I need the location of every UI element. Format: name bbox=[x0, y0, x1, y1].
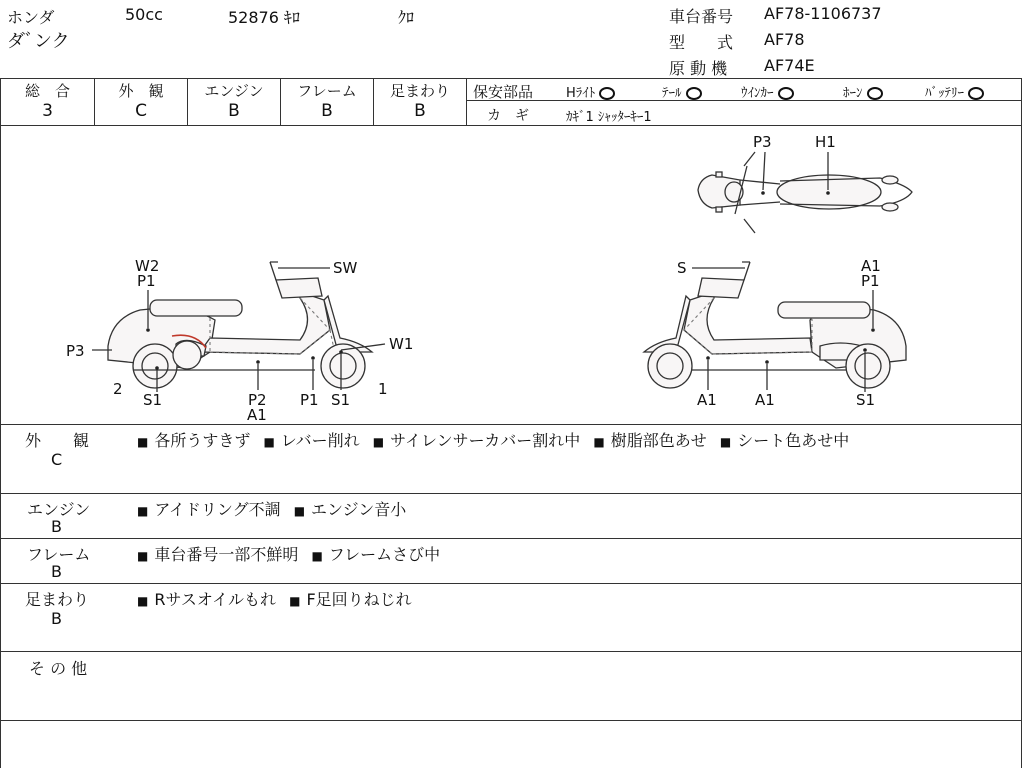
ok-circle-icon bbox=[968, 87, 984, 100]
engine-label: 原 動 機 bbox=[669, 59, 728, 78]
label-s1-front: S1 bbox=[331, 391, 351, 409]
label-sw: SW bbox=[333, 259, 358, 277]
comment-item: 各所うすきず bbox=[154, 431, 251, 450]
section-comments-engine bbox=[137, 497, 406, 520]
bullet-icon: ■ bbox=[311, 549, 323, 563]
safety-item-battery bbox=[925, 82, 984, 101]
safety-parts-title: 保安部品 bbox=[473, 83, 534, 101]
comment-item: 車台番号一部不鮮明 bbox=[154, 545, 299, 564]
section-grade-engine: B bbox=[51, 517, 62, 536]
grade-label-overall: 総 合 bbox=[24, 82, 70, 100]
label-a1-left: A1 bbox=[247, 406, 267, 424]
grade-value-overall: 3 bbox=[42, 101, 53, 121]
label-p1-bottom: P1 bbox=[300, 391, 319, 409]
key-value: ｶｷﾞ1 ｼｬｯﾀｰｷｰ1 bbox=[566, 110, 652, 125]
model-name: ダﾞンク bbox=[7, 31, 70, 52]
grade-label-exterior: 外 観 bbox=[118, 82, 164, 100]
label-a1-mid-right: A1 bbox=[755, 391, 775, 409]
label-s1-right: S1 bbox=[856, 391, 876, 409]
comment-item: フレームさび中 bbox=[328, 545, 441, 564]
bullet-icon: ■ bbox=[719, 435, 732, 449]
safety-item-label: ﾊﾞｯﾃﾘｰ bbox=[925, 86, 964, 101]
label-2: 2 bbox=[113, 380, 123, 398]
bullet-icon: ■ bbox=[293, 504, 306, 518]
comment-item: シート色あせ中 bbox=[737, 431, 850, 450]
engine-value: AF74E bbox=[764, 56, 815, 75]
frame-number-label: 車台番号 bbox=[669, 7, 734, 26]
label-p3-left: P3 bbox=[66, 342, 85, 360]
section-grade-frame: B bbox=[51, 562, 62, 581]
safety-item-tail bbox=[662, 82, 702, 101]
grade-value-engine: B bbox=[228, 101, 240, 121]
label-p2: P2 bbox=[248, 391, 267, 409]
section-label-exterior: 外 観 bbox=[25, 431, 90, 450]
ok-circle-icon bbox=[867, 87, 883, 100]
section-grade-suspension: B bbox=[51, 609, 62, 628]
comment-item: 樹脂部色あせ bbox=[610, 431, 707, 450]
label-p3-top: P3 bbox=[753, 133, 772, 151]
section-border bbox=[0, 583, 1022, 584]
section-border bbox=[0, 538, 1022, 539]
bullet-icon: ■ bbox=[137, 594, 149, 608]
frame-number-value: AF78-1106737 bbox=[764, 4, 882, 23]
section-grade-exterior: C bbox=[51, 450, 63, 469]
safety-item-label: ｳｲﾝｶｰ bbox=[741, 86, 774, 101]
section-label-engine: エンジン bbox=[27, 500, 91, 519]
section-comments-suspension bbox=[137, 587, 412, 610]
key-label: カ ギ bbox=[487, 108, 529, 124]
grade-value-exterior: C bbox=[135, 101, 147, 121]
left-side-scooter bbox=[92, 262, 385, 392]
bullet-icon: ■ bbox=[137, 549, 149, 563]
safety-item-winker bbox=[741, 82, 794, 101]
section-label-frame: フレーム bbox=[27, 545, 91, 564]
grade-table-top-border bbox=[0, 78, 1022, 79]
label-w1: W1 bbox=[389, 335, 414, 353]
ok-circle-icon bbox=[599, 87, 615, 100]
body-color: ｸﾛ bbox=[398, 8, 415, 27]
model-code-label: 型 式 bbox=[669, 33, 734, 52]
grade-value-suspension: B bbox=[414, 101, 426, 121]
maker-name: ホンダ bbox=[7, 8, 55, 27]
grade-label-engine: エンジン bbox=[204, 82, 264, 100]
model-code-value: AF78 bbox=[764, 30, 805, 49]
section-border bbox=[0, 424, 1022, 425]
label-a1-top-right: A1 bbox=[861, 257, 881, 275]
bullet-icon: ■ bbox=[372, 435, 385, 449]
safety-item-label: ﾎｰﾝ bbox=[843, 86, 863, 101]
section-border bbox=[0, 720, 1022, 721]
label-h1: H1 bbox=[815, 133, 836, 151]
comment-item: サイレンサーカバー割れ中 bbox=[390, 431, 581, 450]
ok-circle-icon bbox=[778, 87, 794, 100]
bullet-icon: ■ bbox=[289, 594, 301, 608]
bullet-icon: ■ bbox=[263, 435, 275, 449]
comment-item: レバー削れ bbox=[280, 431, 360, 450]
ok-circle-icon bbox=[686, 87, 702, 100]
label-p1-top-left: P1 bbox=[137, 272, 156, 290]
mileage: 52876 ｷﾛ bbox=[228, 8, 300, 27]
safety-item-horn bbox=[843, 82, 883, 101]
bullet-icon: ■ bbox=[137, 435, 149, 449]
displacement: 50cc bbox=[125, 5, 163, 24]
safety-item-headlight bbox=[566, 82, 615, 101]
section-border bbox=[0, 493, 1022, 494]
grade-label-suspension: 足まわり bbox=[389, 82, 450, 100]
label-a1-front-right: A1 bbox=[697, 391, 717, 409]
section-border bbox=[0, 651, 1022, 652]
grade-label-frame: フレーム bbox=[297, 82, 357, 100]
safety-item-label: ﾃｰﾙ bbox=[662, 86, 682, 101]
section-label-suspension: 足まわり bbox=[25, 590, 90, 609]
label-s1-rear: S1 bbox=[143, 391, 163, 409]
label-1: 1 bbox=[378, 380, 388, 398]
label-s: S bbox=[677, 259, 687, 277]
bullet-icon: ■ bbox=[593, 435, 605, 449]
section-label-other: そ の 他 bbox=[29, 659, 88, 678]
section-comments-frame bbox=[137, 542, 440, 565]
comment-item: Rサスオイルもれ bbox=[154, 590, 277, 609]
section-comments-exterior bbox=[137, 428, 849, 451]
label-w2: W2 bbox=[135, 257, 160, 275]
grade-value-frame: B bbox=[321, 101, 333, 121]
safety-item-label: Hﾗｲﾄ bbox=[566, 86, 596, 101]
label-p1-top-right: P1 bbox=[861, 272, 880, 290]
comment-item: アイドリング不調 bbox=[154, 500, 281, 519]
grade-col-divider bbox=[466, 78, 467, 125]
comment-item: エンジン音小 bbox=[311, 500, 407, 519]
top-view-scooter bbox=[698, 152, 912, 233]
comment-item: F足回りねじれ bbox=[306, 590, 412, 609]
bullet-icon: ■ bbox=[137, 504, 149, 518]
